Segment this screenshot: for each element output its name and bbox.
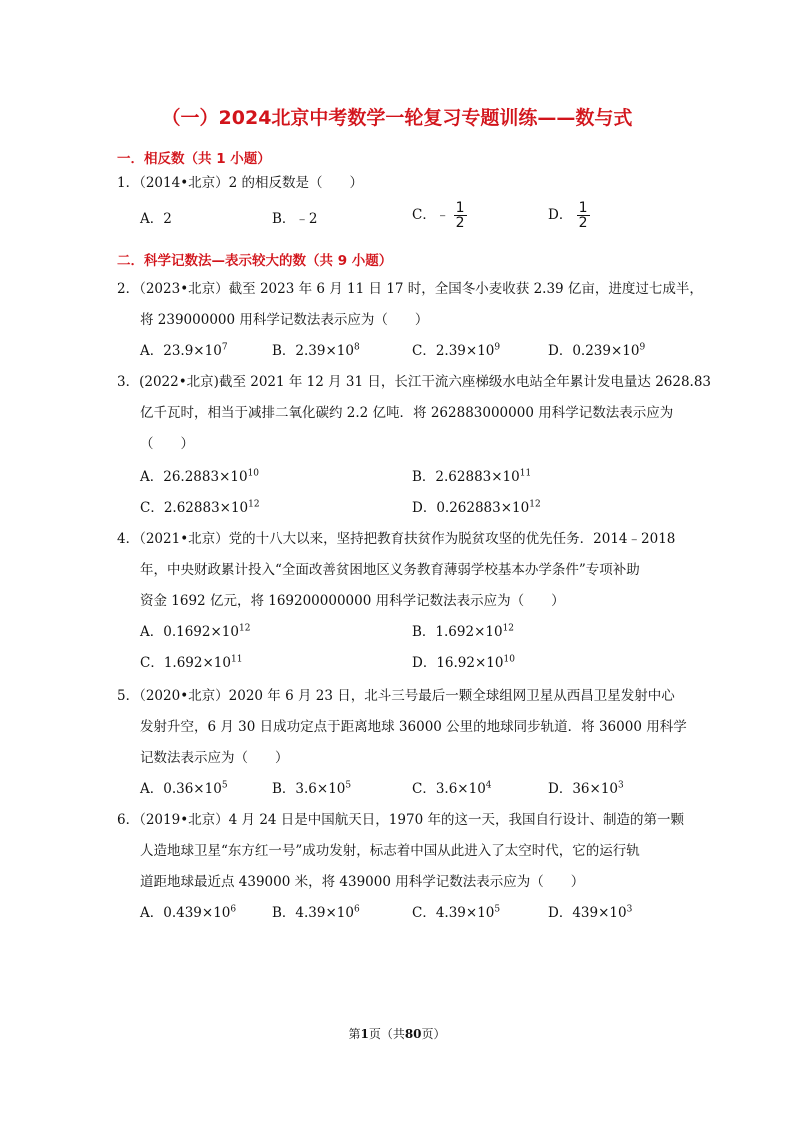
option-text: D．439×10 [548,905,627,921]
question-4-line-1: 4．（2021•北京）党的十八大以来，坚持把教育扶贫作为脱贫攻坚的优先任务．2014﹣2018 [117,531,676,547]
exponent: 9 [494,342,501,353]
question-1-option-b: B．﹣2 [272,211,318,227]
question-3-line-1: 3．(2022•北京)截至 2021 年 12 月 31 日，长江干流六座梯级水电站全年累计发电量达 2628.83 [117,374,712,390]
fraction-denominator: 2 [455,215,465,231]
fraction-one-half [454,201,467,230]
fraction-denominator: 2 [578,215,588,231]
option-d-label: D． [548,207,573,223]
option-text: D．16.92×10 [412,655,504,671]
page-title: （一）2024北京中考数学一轮复习专题训练——数与式 [161,107,633,129]
exponent: 11 [519,468,532,479]
question-5-line-2: 发射升空，6 月 30 日成功定点于距离地球 36000 公里的地球同步轨道．将 36000 用科学 [140,719,687,735]
section-heading-2: 二．科学记数法—表示较大的数（共 9 小题） [117,253,393,269]
option-text: D．0.239×10 [548,343,640,359]
exponent: 12 [248,499,260,510]
exponent: 6 [230,904,237,915]
exponent: 12 [502,623,515,634]
question-5-option-c [412,779,492,799]
exponent: 9 [639,342,646,353]
option-c-label: C．﹣ [412,207,450,223]
question-4-option-c [140,653,242,673]
question-4-option-d [412,653,515,673]
question-6-option-b [272,903,360,923]
exponent: 12 [238,623,251,634]
option-text: D．0.262883×10 [412,500,530,516]
option-text: C．2.39×10 [412,343,495,359]
exponent: 5 [494,904,501,915]
question-5-line-1: 5．（2020•北京）2020 年 6 月 23 日，北斗三号最后一颗全球组网卫星从西昌卫星发射中心 [117,688,675,704]
question-2-option-d [548,341,645,361]
exponent: 7 [221,342,228,353]
exponent: 11 [230,654,243,665]
option-text: C．3.6×10 [412,781,486,797]
option-text: D．36×10 [548,781,618,797]
question-2-line-2: 将 239000000 用科学记数法表示应为（ ） [140,312,429,328]
exponent: 5 [345,780,352,791]
question-3-option-b [412,467,531,487]
option-text: B．1.692×10 [412,624,503,640]
exponent: 10 [503,654,515,665]
question-6-line-2: 人造地球卫星“东方红一号”成功发射，标志着中国从此进入了太空时代，它的运行轨 [140,843,640,859]
option-text: C．4.39×10 [412,905,495,921]
question-2-option-b [272,341,360,361]
section-heading-1: 一．相反数（共 1 小题） [117,151,271,167]
question-6-option-c [412,903,500,923]
question-5-line-3: 记数法表示应为（ ） [140,750,289,766]
question-3-option-a [140,467,259,487]
question-6-line-3: 道距地球最近点 439000 米，将 439000 用科学记数法表示应为（ ） [140,874,585,890]
page-footer [0,1025,794,1042]
question-1-option-c [412,201,467,230]
fraction-numerator: 1 [455,200,465,216]
exponent: 12 [529,499,541,510]
footer-prefix: 第 [348,1027,361,1041]
option-text: B．3.6×10 [272,781,346,797]
option-text: A．0.1692×10 [140,624,239,640]
question-1-stem: 1．（2014•北京）2 的相反数是（ ） [117,175,364,191]
page-total: 80 [404,1027,422,1041]
page-number: 1 [360,1027,369,1041]
question-1-option-a: A．2 [140,211,172,227]
exponent: 4 [485,780,492,791]
exponent: 3 [626,904,633,915]
exponent: 10 [247,468,260,479]
fraction-one-half [577,201,590,230]
fraction-numerator: 1 [578,200,588,216]
question-5-option-a [140,779,228,799]
question-2-option-c [412,341,500,361]
exponent: 5 [221,780,228,791]
question-6-line-1: 6．（2019•北京）4 月 24 日是中国航天日，1970 年的这一天，我国自行设计、制造的第一颗 [117,812,684,828]
question-1-option-d [548,201,590,230]
option-text: B．2.62883×10 [412,469,520,485]
question-3-option-d [412,498,541,518]
question-4-option-a [140,622,250,642]
question-6-option-a [140,903,236,923]
question-4-line-2: 年，中央财政累计投入“全面改善贫困地区义务教育薄弱学校基本办学条件”专项补助 [140,562,640,578]
option-text: B．4.39×10 [272,905,354,921]
question-3-line-2: 亿千瓦时，相当于减排二氧化碳约 2.2 亿吨．将 262883000000 用科学记数法表示应为 [140,405,674,421]
question-6-option-d [548,903,632,923]
question-4-line-3: 资金 1692 亿元，将 169200000000 用科学记数法表示应为（ ） [140,593,565,609]
exponent: 8 [353,342,360,353]
option-text: A．0.36×10 [140,781,222,797]
option-text: A．0.439×10 [140,905,231,921]
footer-suffix: 页） [421,1027,446,1041]
question-5-option-d [548,779,624,799]
option-text: A．23.9×10 [140,343,222,359]
question-4-option-b [412,622,514,642]
option-text: B．2.39×10 [272,343,354,359]
exponent: 6 [353,904,360,915]
question-3-line-3: （ ） [140,436,194,452]
question-2-line-1: 2．（2023•北京）截至 2023 年 6 月 11 日 17 时，全国冬小麦收获 2.39 亿亩，进度过七成半， [117,281,703,297]
option-text: A．26.2883×10 [140,469,248,485]
question-2-option-a [140,341,228,361]
option-text: C．2.62883×10 [140,500,249,516]
exponent: 3 [618,780,624,791]
question-3-option-c [140,498,260,518]
option-text: C．1.692×10 [140,655,231,671]
footer-mid: 页（共 [368,1027,405,1041]
question-5-option-b [272,779,351,799]
